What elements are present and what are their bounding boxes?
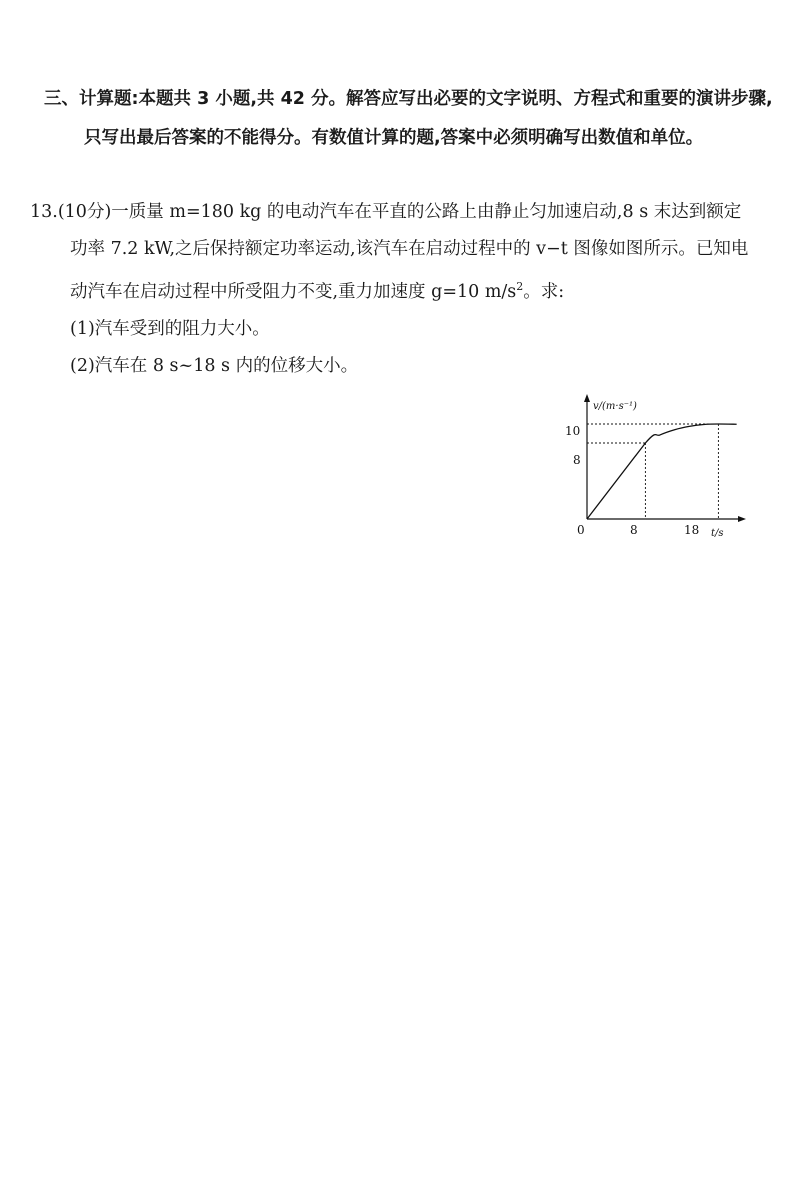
problem-number: 13.	[30, 202, 58, 222]
problem-points: (10分)	[57, 202, 112, 222]
y-tick-label-10: 10	[565, 424, 581, 438]
question-1: (1)汽车受到的阻力大小。	[70, 318, 270, 339]
x-tick-label-18: 18	[684, 523, 700, 537]
x-axis-arrow	[738, 516, 746, 522]
origin-label: 0	[577, 523, 585, 537]
unit-superscript: 2	[516, 280, 524, 293]
x-axis-label: t/s	[711, 528, 724, 539]
section-heading: 三、计算题:本题共 3 小题,共 42 分。解答应写出必要的文字说明、方程式和重要的演讲步骤,只写出最后答案的不能得分。有数值计算的题,答案中必须明确写出数值和单位。	[44, 89, 773, 148]
problem-13	[30, 194, 750, 385]
y-tick-label-8: 8	[573, 453, 581, 467]
guide-lines	[587, 424, 718, 519]
vt-curve	[587, 424, 737, 519]
y-axis-label: v/(m·s⁻¹)	[593, 401, 637, 412]
y-axis-arrow	[584, 394, 590, 402]
x-tick-label-8: 8	[630, 523, 638, 537]
problem-text: 一质量 m=180 kg 的电动汽车在平直的公路上由静止匀加速启动,8 s 末达到额定功率 7.2 kW,之后保持额定功率运动,该汽车在启动过程中的 v−t 图像如图所示。已知电动汽车在启动过程中所受阻力不变,重力加速度 g=10 m/s	[70, 202, 749, 302]
question-2: (2)汽车在 8 s~18 s 内的位移大小。	[70, 355, 359, 376]
vt-graph	[560, 392, 750, 552]
problem-text-end: 。求:	[523, 281, 565, 302]
problem-stem	[30, 194, 750, 311]
